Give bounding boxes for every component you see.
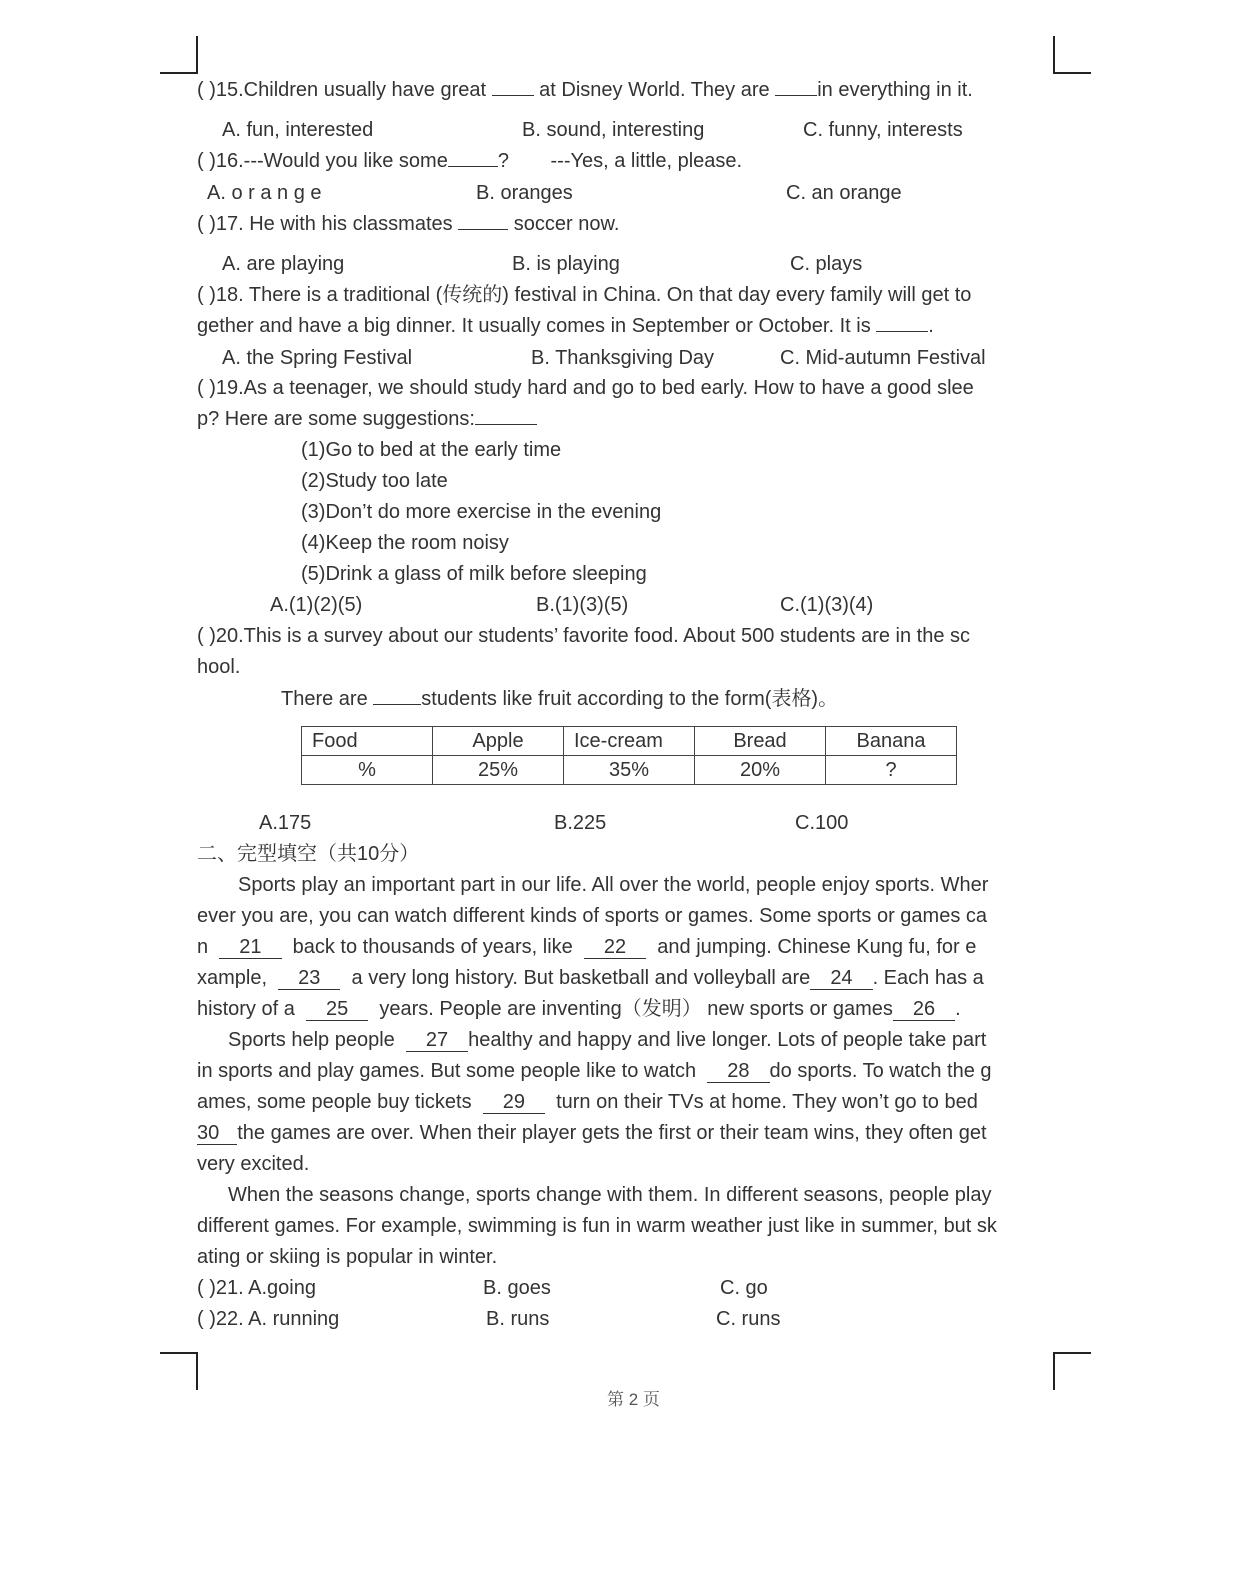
question-22-stem: ( )22. A. running [197,1308,340,1330]
option-a: A.175 [259,812,312,834]
option-a: A.(1)(2)(5) [270,594,363,616]
option-a: A. o r a n g e [207,182,322,204]
question-15-stem: ( )15.Children usually have great at Disney World. They are in everything in it. [197,79,973,101]
option-b: B. Thanksgiving Day [531,347,715,369]
blank-number: 27 [406,1029,468,1052]
question-20-line-2: hool. [197,656,241,678]
option-c: C. funny, interests [803,119,963,141]
option-a: A. are playing [222,253,345,275]
passage-line: xample, 23 a very long history. But basketball and volleyball are 24 . Each has a [197,967,984,989]
blank-number: 24 [810,967,872,990]
question-21-stem: ( )21. A.going [197,1277,316,1299]
table-cell: 35% [564,756,695,785]
option-c: C. Mid-autumn Festival [780,347,986,369]
table-cell: % [302,756,433,785]
table-cell: ? [826,756,957,785]
blank-number: 28 [707,1060,769,1083]
blank-number: 21 [219,936,281,959]
option-c: C. an orange [786,182,902,204]
suggestion-item: (3)Don’t do more exercise in the evening [301,501,662,523]
answer-blank [458,211,508,230]
option-b: B.225 [554,812,607,834]
passage-line: ating or skiing is popular in winter. [197,1246,498,1268]
section-heading: 二、完型填空（共10分） [197,843,420,865]
question-18-line-2: gether and have a big dinner. It usually comes in September or October. It is . [197,315,934,337]
passage-line: Sports help people 27 healthy and happy and live longer. Lots of people take part [228,1029,987,1051]
table-cell: Food [302,727,433,756]
question-18-line-1: ( )18. There is a traditional (传统的) festival in China. On that day every family will get to [197,284,972,306]
passage-line: history of a 25 years. People are inventing（发明） new sports or games 26 . [197,998,961,1020]
table-cell: Apple [433,727,564,756]
corner-mark-top-left [160,36,198,74]
table-cell: Ice-cream [564,727,695,756]
answer-blank [775,77,817,96]
option-b: B. sound, interesting [522,119,705,141]
suggestion-item: (5)Drink a glass of milk before sleeping [301,563,647,585]
blank-number: 25 [306,998,368,1021]
table-cell: Banana [826,727,957,756]
corner-mark-top-right [1053,36,1091,74]
table-cell: Bread [695,727,826,756]
page-number: 第 2 页 [607,1390,660,1409]
passage-line: 30 the games are over. When their player gets the first or their team wins, they often get [197,1122,987,1144]
blank-number: 29 [483,1091,545,1114]
answer-blank [475,406,537,425]
option-c: C.(1)(3)(4) [780,594,874,616]
question-19-line-1: ( )19.As a teenager, we should study hard and go to bed early. How to have a good slee [197,377,974,399]
table-row [302,756,957,785]
table-row [302,727,957,756]
blank-number: 23 [278,967,340,990]
answer-blank [373,686,421,705]
question-16-stem: ( )16.---Would you like some ? ---Yes, a little, please. [197,150,743,172]
suggestion-item: (4)Keep the room noisy [301,532,509,554]
passage-line: in sports and play games. But some people like to watch 28 do sports. To watch the g [197,1060,992,1082]
option-b: B. runs [486,1308,550,1330]
table-cell: 25% [433,756,564,785]
answer-blank [876,313,928,332]
option-a: A. the Spring Festival [222,347,413,369]
passage-line: ever you are, you can watch different kinds of sports or games. Some sports or games ca [197,905,988,927]
answer-blank [448,148,498,167]
passage-line: n 21 back to thousands of years, like 22 and jumping. Chinese Kung fu, for e [197,936,977,958]
option-b: B. is playing [512,253,620,275]
question-17-stem: ( )17. He with his classmates soccer now. [197,213,620,235]
passage-line: ames, some people buy tickets 29 turn on their TVs at home. They won’t go to bed [197,1091,978,1113]
blank-number: 22 [584,936,646,959]
corner-mark-bottom-right [1053,1352,1091,1390]
question-20-subline: There are students like fruit according to the form(表格)。 [281,688,839,710]
option-c: C. plays [790,253,863,275]
option-a: A. fun, interested [222,119,374,141]
question-20-line-1: ( )20.This is a survey about our students’ favorite food. About 500 students are in the sc [197,625,971,647]
passage-line: Sports play an important part in our life. All over the world, people enjoy sports. Wher [238,874,989,896]
option-c: C.100 [795,812,849,834]
corner-mark-bottom-left [160,1352,198,1390]
answer-blank [492,77,534,96]
blank-number: 26 [893,998,955,1021]
question-19-line-2: p? Here are some suggestions: [197,406,537,432]
passage-line: When the seasons change, sports change with them. In different seasons, people play [228,1184,992,1206]
suggestion-item: (2)Study too late [301,470,448,492]
option-c: C. go [720,1277,768,1299]
passage-line: very excited. [197,1153,310,1175]
option-b: B. oranges [476,182,573,204]
option-b: B. goes [483,1277,551,1299]
suggestion-item: (1)Go to bed at the early time [301,439,562,461]
survey-table [301,726,957,785]
table-cell: 20% [695,756,826,785]
option-b: B.(1)(3)(5) [536,594,629,616]
passage-line: different games. For example, swimming is fun in warm weather just like in summer, but sk [197,1215,997,1237]
blank-number: 30 [197,1122,237,1145]
option-c: C. runs [716,1308,781,1330]
